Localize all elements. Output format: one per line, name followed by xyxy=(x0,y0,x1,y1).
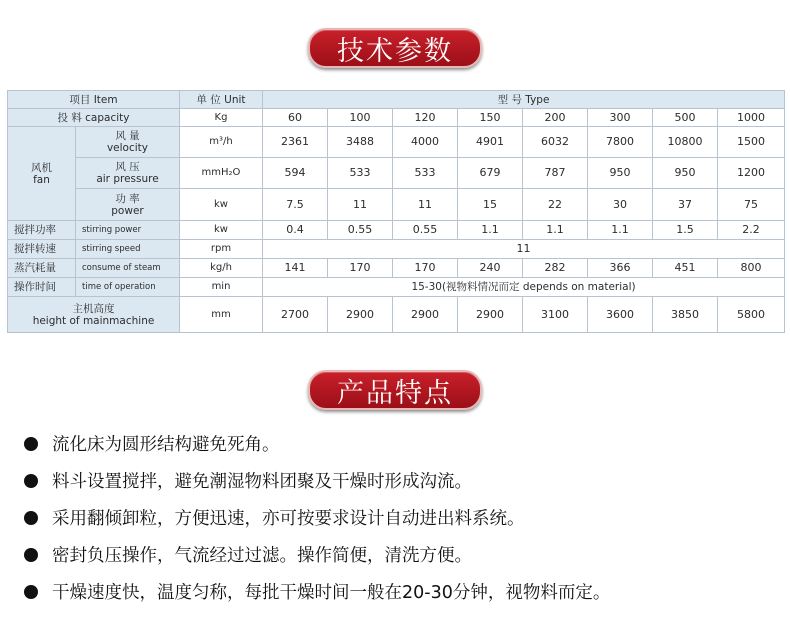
table-cell: 10800 xyxy=(653,127,718,158)
table-cell: 282 xyxy=(523,259,588,278)
row-label: 风 量 velocity xyxy=(76,127,180,158)
table-cell: 4901 xyxy=(458,127,523,158)
table-cell: 1.1 xyxy=(523,221,588,240)
table-cell: 60 xyxy=(263,109,328,127)
table-cell: 2900 xyxy=(328,297,393,333)
table-cell: 950 xyxy=(588,158,653,189)
table-cell: 366 xyxy=(588,259,653,278)
table-cell: 3488 xyxy=(328,127,393,158)
table-row xyxy=(8,158,785,189)
table-cell: 7.5 xyxy=(263,189,328,221)
table-cell: 533 xyxy=(393,158,458,189)
row-unit: mmH₂O xyxy=(180,158,263,189)
row-unit: kw xyxy=(180,221,263,240)
table-cell: 950 xyxy=(653,158,718,189)
list-item xyxy=(22,425,610,462)
table-cell: 141 xyxy=(263,259,328,278)
feature-text: 采用翻倾卸粒，方便迅速，亦可按要求设计自动进出料系统。 xyxy=(52,509,525,529)
table-cell: 2900 xyxy=(393,297,458,333)
table-cell: 800 xyxy=(718,259,785,278)
table-cell: 679 xyxy=(458,158,523,189)
table-cell: 120 xyxy=(393,109,458,127)
table-cell: 2361 xyxy=(263,127,328,158)
table-cell: 11 xyxy=(328,189,393,221)
table-cell: 3600 xyxy=(588,297,653,333)
table-header-row xyxy=(8,91,785,109)
feature-text: 干燥速度快，温度匀称，每批干燥时间一般在20-30分钟，视物料而定。 xyxy=(52,583,611,603)
table-cell: 2.2 xyxy=(718,221,785,240)
table-cell: 0.55 xyxy=(328,221,393,240)
table-cell: 170 xyxy=(328,259,393,278)
row-unit: kw xyxy=(180,189,263,221)
row-label: 投 料 capacity xyxy=(8,109,180,127)
table-cell: 30 xyxy=(588,189,653,221)
features-title-banner: 产品特点 xyxy=(308,370,482,410)
table-row xyxy=(8,259,785,278)
table-cell: 15 xyxy=(458,189,523,221)
table-row xyxy=(8,240,785,259)
fan-group-label: 风机 fan xyxy=(8,127,76,221)
table-cell: 11 xyxy=(393,189,458,221)
table-row xyxy=(8,278,785,297)
table-row xyxy=(8,189,785,221)
table-cell: 3850 xyxy=(653,297,718,333)
row-label-en: consume of steam xyxy=(76,259,180,278)
table-cell: 5800 xyxy=(718,297,785,333)
list-item xyxy=(22,462,610,499)
table-cell: 6032 xyxy=(523,127,588,158)
merged-value: 15-30(视物料情况而定 depends on material) xyxy=(263,278,785,297)
bullet-icon xyxy=(24,437,38,451)
header-unit: 单 位 Unit xyxy=(180,91,263,109)
table-row xyxy=(8,109,785,127)
table-cell: 0.4 xyxy=(263,221,328,240)
feature-text: 流化床为圆形结构避免死角。 xyxy=(52,435,280,455)
bullet-icon xyxy=(24,548,38,562)
spec-title-banner: 技术参数 xyxy=(308,28,482,68)
list-item xyxy=(22,499,610,536)
table-cell: 1.1 xyxy=(588,221,653,240)
row-unit: mm xyxy=(180,297,263,333)
table-cell: 37 xyxy=(653,189,718,221)
table-row xyxy=(8,221,785,240)
bullet-icon xyxy=(24,474,38,488)
row-unit: Kg xyxy=(180,109,263,127)
row-label: 风 压 air pressure xyxy=(76,158,180,189)
table-cell: 4000 xyxy=(393,127,458,158)
table-cell: 1000 xyxy=(718,109,785,127)
table-cell: 2700 xyxy=(263,297,328,333)
table-cell: 500 xyxy=(653,109,718,127)
table-cell: 533 xyxy=(328,158,393,189)
table-cell: 300 xyxy=(588,109,653,127)
table-cell: 170 xyxy=(393,259,458,278)
row-label-cn: 蒸汽耗量 xyxy=(8,259,76,278)
row-label: 主机高度 height of mainmachine xyxy=(8,297,180,333)
table-cell: 150 xyxy=(458,109,523,127)
table-cell: 3100 xyxy=(523,297,588,333)
header-type: 型 号 Type xyxy=(263,91,785,109)
row-unit: min xyxy=(180,278,263,297)
table-cell: 22 xyxy=(523,189,588,221)
table-cell: 2900 xyxy=(458,297,523,333)
table-cell: 200 xyxy=(523,109,588,127)
table-cell: 7800 xyxy=(588,127,653,158)
list-item xyxy=(22,536,610,573)
table-cell: 594 xyxy=(263,158,328,189)
table-row xyxy=(8,297,785,333)
merged-value: 11 xyxy=(263,240,785,259)
table-cell: 1500 xyxy=(718,127,785,158)
table-cell: 0.55 xyxy=(393,221,458,240)
header-item: 项目 Item xyxy=(8,91,180,109)
row-unit: rpm xyxy=(180,240,263,259)
bullet-icon xyxy=(24,511,38,525)
row-label-en: stirring speed xyxy=(76,240,180,259)
row-label-en: time of operation xyxy=(76,278,180,297)
feature-text: 料斗设置搅拌，避免潮湿物料团聚及干燥时形成沟流。 xyxy=(52,472,472,492)
table-cell: 787 xyxy=(523,158,588,189)
row-label-cn: 搅拌功率 xyxy=(8,221,76,240)
table-cell: 75 xyxy=(718,189,785,221)
row-unit: m³/h xyxy=(180,127,263,158)
table-cell: 1.1 xyxy=(458,221,523,240)
table-row xyxy=(8,127,785,158)
table-cell: 100 xyxy=(328,109,393,127)
list-item xyxy=(22,573,610,610)
row-label: 功 率 power xyxy=(76,189,180,221)
feature-text: 密封负压操作，气流经过过滤。操作简便，清洗方便。 xyxy=(52,546,472,566)
row-unit: kg/h xyxy=(180,259,263,278)
table-cell: 1.5 xyxy=(653,221,718,240)
row-label-cn: 操作时间 xyxy=(8,278,76,297)
row-label-cn: 搅拌转速 xyxy=(8,240,76,259)
table-cell: 240 xyxy=(458,259,523,278)
spec-table xyxy=(7,90,785,333)
features-list xyxy=(22,425,610,610)
table-cell: 1200 xyxy=(718,158,785,189)
row-label-en: stirring power xyxy=(76,221,180,240)
bullet-icon xyxy=(24,585,38,599)
table-cell: 451 xyxy=(653,259,718,278)
